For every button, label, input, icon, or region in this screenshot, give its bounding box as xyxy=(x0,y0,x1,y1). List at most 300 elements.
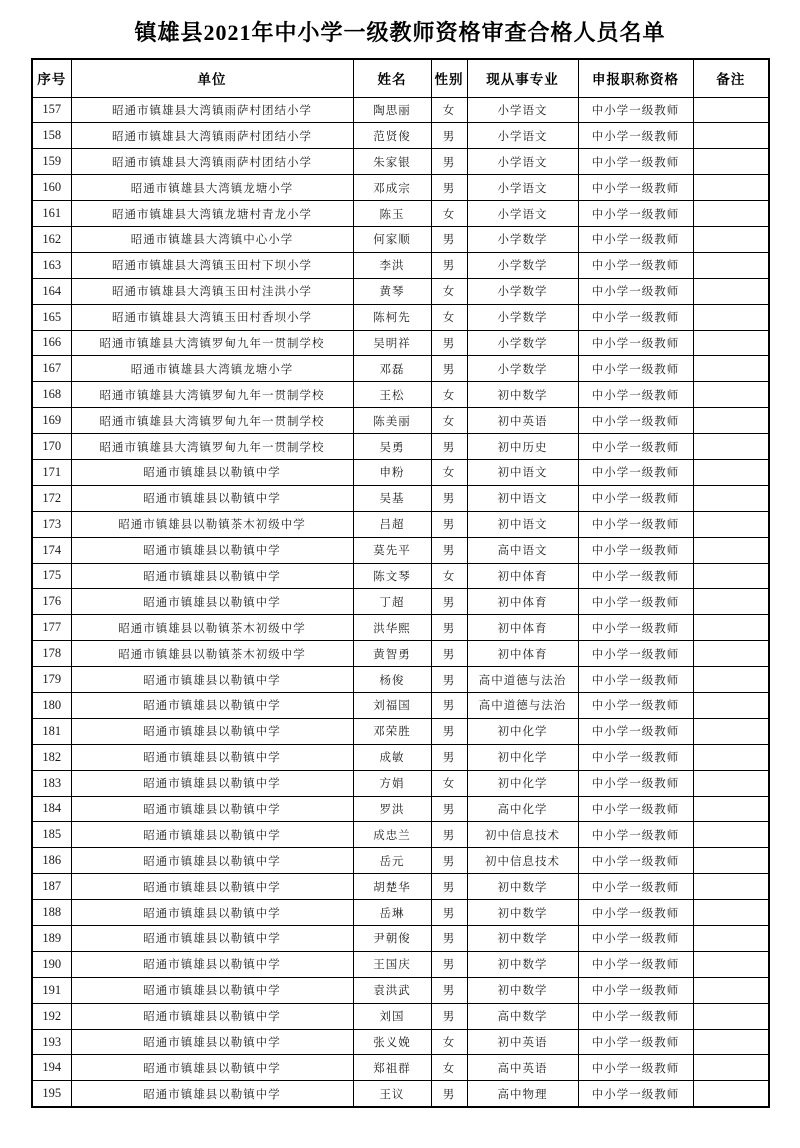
remark-cell xyxy=(693,874,769,900)
table-row xyxy=(32,822,769,848)
table-row xyxy=(32,226,769,252)
gender-cell: 男 xyxy=(431,1003,467,1029)
qualification-cell: 中小学一级教师 xyxy=(578,744,693,770)
unit-cell: 昭通市镇雄县以勒镇中学 xyxy=(71,718,353,744)
specialty-cell: 初中体育 xyxy=(467,615,578,641)
unit-cell: 昭通市镇雄县大湾镇雨萨村团结小学 xyxy=(71,149,353,175)
name-cell: 陈文琴 xyxy=(353,563,431,589)
table-row xyxy=(32,330,769,356)
serial-cell: 159 xyxy=(32,149,71,175)
gender-cell: 男 xyxy=(431,977,467,1003)
unit-cell: 昭通市镇雄县以勒镇中学 xyxy=(71,848,353,874)
unit-cell: 昭通市镇雄县以勒镇中学 xyxy=(71,537,353,563)
table-row xyxy=(32,175,769,201)
table-row xyxy=(32,356,769,382)
remark-cell xyxy=(693,641,769,667)
table-row xyxy=(32,537,769,563)
qualification-cell: 中小学一级教师 xyxy=(578,563,693,589)
name-cell: 成敏 xyxy=(353,744,431,770)
remark-cell xyxy=(693,951,769,977)
remark-cell xyxy=(693,485,769,511)
remark-cell xyxy=(693,926,769,952)
gender-cell: 男 xyxy=(431,796,467,822)
name-cell: 黄琴 xyxy=(353,278,431,304)
serial-cell: 189 xyxy=(32,926,71,952)
serial-cell: 184 xyxy=(32,796,71,822)
specialty-cell: 高中物理 xyxy=(467,1081,578,1107)
serial-cell: 185 xyxy=(32,822,71,848)
remark-cell xyxy=(693,149,769,175)
table-row xyxy=(32,511,769,537)
table-row xyxy=(32,252,769,278)
remark-cell xyxy=(693,511,769,537)
name-cell: 吴基 xyxy=(353,485,431,511)
remark-cell xyxy=(693,1055,769,1081)
gender-cell: 男 xyxy=(431,641,467,667)
gender-cell: 男 xyxy=(431,434,467,460)
remark-cell xyxy=(693,175,769,201)
qualification-cell: 中小学一级教师 xyxy=(578,1029,693,1055)
name-cell: 成忠兰 xyxy=(353,822,431,848)
unit-cell: 昭通市镇雄县以勒镇中学 xyxy=(71,744,353,770)
gender-cell: 男 xyxy=(431,848,467,874)
name-cell: 陶思丽 xyxy=(353,97,431,123)
specialty-cell: 高中语文 xyxy=(467,537,578,563)
specialty-cell: 初中数学 xyxy=(467,874,578,900)
unit-cell: 昭通市镇雄县以勒镇中学 xyxy=(71,485,353,511)
serial-cell: 172 xyxy=(32,485,71,511)
name-cell: 刘福国 xyxy=(353,692,431,718)
remark-cell xyxy=(693,563,769,589)
remark-cell xyxy=(693,615,769,641)
name-cell: 岳琳 xyxy=(353,900,431,926)
gender-cell: 女 xyxy=(431,382,467,408)
qualification-cell: 中小学一级教师 xyxy=(578,926,693,952)
qualification-cell: 中小学一级教师 xyxy=(578,356,693,382)
serial-cell: 160 xyxy=(32,175,71,201)
specialty-cell: 高中英语 xyxy=(467,1055,578,1081)
header-unit: 单位 xyxy=(71,59,353,97)
unit-cell: 昭通市镇雄县大湾镇罗甸九年一贯制学校 xyxy=(71,408,353,434)
gender-cell: 男 xyxy=(431,951,467,977)
unit-cell: 昭通市镇雄县以勒镇茶木初级中学 xyxy=(71,615,353,641)
serial-cell: 183 xyxy=(32,770,71,796)
specialty-cell: 高中化学 xyxy=(467,796,578,822)
unit-cell: 昭通市镇雄县以勒镇中学 xyxy=(71,900,353,926)
specialty-cell: 高中数学 xyxy=(467,1003,578,1029)
gender-cell: 男 xyxy=(431,615,467,641)
name-cell: 莫先平 xyxy=(353,537,431,563)
specialty-cell: 初中数学 xyxy=(467,900,578,926)
unit-cell: 昭通市镇雄县以勒镇中学 xyxy=(71,563,353,589)
unit-cell: 昭通市镇雄县大湾镇玉田村香坝小学 xyxy=(71,304,353,330)
table-row xyxy=(32,123,769,149)
table-row xyxy=(32,408,769,434)
serial-cell: 166 xyxy=(32,330,71,356)
name-cell: 郑祖群 xyxy=(353,1055,431,1081)
gender-cell: 女 xyxy=(431,770,467,796)
table-row xyxy=(32,848,769,874)
unit-cell: 昭通市镇雄县以勒镇中学 xyxy=(71,459,353,485)
unit-cell: 昭通市镇雄县大湾镇罗甸九年一贯制学校 xyxy=(71,330,353,356)
serial-cell: 190 xyxy=(32,951,71,977)
roster-table xyxy=(31,58,770,1108)
serial-cell: 165 xyxy=(32,304,71,330)
unit-cell: 昭通市镇雄县大湾镇中心小学 xyxy=(71,226,353,252)
specialty-cell: 初中信息技术 xyxy=(467,822,578,848)
gender-cell: 男 xyxy=(431,822,467,848)
unit-cell: 昭通市镇雄县大湾镇雨萨村团结小学 xyxy=(71,123,353,149)
table-row xyxy=(32,459,769,485)
qualification-cell: 中小学一级教师 xyxy=(578,1081,693,1107)
serial-cell: 177 xyxy=(32,615,71,641)
table-row xyxy=(32,900,769,926)
unit-cell: 昭通市镇雄县大湾镇龙塘村青龙小学 xyxy=(71,201,353,227)
gender-cell: 男 xyxy=(431,511,467,537)
unit-cell: 昭通市镇雄县以勒镇中学 xyxy=(71,796,353,822)
serial-cell: 164 xyxy=(32,278,71,304)
serial-cell: 174 xyxy=(32,537,71,563)
name-cell: 李洪 xyxy=(353,252,431,278)
gender-cell: 男 xyxy=(431,589,467,615)
qualification-cell: 中小学一级教师 xyxy=(578,977,693,1003)
table-row xyxy=(32,1055,769,1081)
serial-cell: 171 xyxy=(32,459,71,485)
serial-cell: 179 xyxy=(32,667,71,693)
specialty-cell: 初中体育 xyxy=(467,589,578,615)
table-row xyxy=(32,97,769,123)
qualification-cell: 中小学一级教师 xyxy=(578,226,693,252)
unit-cell: 昭通市镇雄县以勒镇中学 xyxy=(71,951,353,977)
name-cell: 何家顺 xyxy=(353,226,431,252)
specialty-cell: 小学语文 xyxy=(467,123,578,149)
serial-cell: 192 xyxy=(32,1003,71,1029)
name-cell: 陈美丽 xyxy=(353,408,431,434)
table-row xyxy=(32,926,769,952)
serial-cell: 170 xyxy=(32,434,71,460)
gender-cell: 男 xyxy=(431,123,467,149)
remark-cell xyxy=(693,692,769,718)
remark-cell xyxy=(693,718,769,744)
name-cell: 刘国 xyxy=(353,1003,431,1029)
qualification-cell: 中小学一级教师 xyxy=(578,485,693,511)
name-cell: 陈玉 xyxy=(353,201,431,227)
remark-cell xyxy=(693,356,769,382)
specialty-cell: 初中英语 xyxy=(467,1029,578,1055)
unit-cell: 昭通市镇雄县以勒镇中学 xyxy=(71,1003,353,1029)
name-cell: 张义娩 xyxy=(353,1029,431,1055)
unit-cell: 昭通市镇雄县大湾镇雨萨村团结小学 xyxy=(71,97,353,123)
specialty-cell: 高中道德与法治 xyxy=(467,692,578,718)
qualification-cell: 中小学一级教师 xyxy=(578,796,693,822)
gender-cell: 女 xyxy=(431,201,467,227)
remark-cell xyxy=(693,1003,769,1029)
name-cell: 邓荣胜 xyxy=(353,718,431,744)
qualification-cell: 中小学一级教师 xyxy=(578,97,693,123)
remark-cell xyxy=(693,900,769,926)
name-cell: 范贤俊 xyxy=(353,123,431,149)
name-cell: 邓成宗 xyxy=(353,175,431,201)
header-row xyxy=(32,59,769,97)
gender-cell: 女 xyxy=(431,408,467,434)
gender-cell: 女 xyxy=(431,459,467,485)
serial-cell: 178 xyxy=(32,641,71,667)
serial-cell: 157 xyxy=(32,97,71,123)
gender-cell: 男 xyxy=(431,874,467,900)
table-row xyxy=(32,770,769,796)
qualification-cell: 中小学一级教师 xyxy=(578,459,693,485)
remark-cell xyxy=(693,252,769,278)
qualification-cell: 中小学一级教师 xyxy=(578,1055,693,1081)
serial-cell: 195 xyxy=(32,1081,71,1107)
gender-cell: 男 xyxy=(431,667,467,693)
qualification-cell: 中小学一级教师 xyxy=(578,770,693,796)
unit-cell: 昭通市镇雄县以勒镇中学 xyxy=(71,770,353,796)
serial-cell: 175 xyxy=(32,563,71,589)
qualification-cell: 中小学一级教师 xyxy=(578,382,693,408)
specialty-cell: 初中数学 xyxy=(467,951,578,977)
specialty-cell: 初中数学 xyxy=(467,926,578,952)
unit-cell: 昭通市镇雄县大湾镇龙塘小学 xyxy=(71,175,353,201)
specialty-cell: 小学语文 xyxy=(467,175,578,201)
gender-cell: 男 xyxy=(431,537,467,563)
unit-cell: 昭通市镇雄县以勒镇茶木初级中学 xyxy=(71,641,353,667)
qualification-cell: 中小学一级教师 xyxy=(578,252,693,278)
qualification-cell: 中小学一级教师 xyxy=(578,330,693,356)
remark-cell xyxy=(693,1081,769,1107)
specialty-cell: 初中化学 xyxy=(467,770,578,796)
table-row xyxy=(32,278,769,304)
header-remark: 备注 xyxy=(693,59,769,97)
serial-cell: 158 xyxy=(32,123,71,149)
remark-cell xyxy=(693,822,769,848)
unit-cell: 昭通市镇雄县大湾镇罗甸九年一贯制学校 xyxy=(71,434,353,460)
serial-cell: 176 xyxy=(32,589,71,615)
qualification-cell: 中小学一级教师 xyxy=(578,667,693,693)
specialty-cell: 初中英语 xyxy=(467,408,578,434)
name-cell: 王松 xyxy=(353,382,431,408)
specialty-cell: 初中化学 xyxy=(467,718,578,744)
serial-cell: 163 xyxy=(32,252,71,278)
unit-cell: 昭通市镇雄县以勒镇中学 xyxy=(71,1081,353,1107)
page-title: 镇雄县2021年中小学一级教师资格审查合格人员名单 xyxy=(134,20,666,45)
qualification-cell: 中小学一级教师 xyxy=(578,434,693,460)
unit-cell: 昭通市镇雄县大湾镇玉田村下坝小学 xyxy=(71,252,353,278)
specialty-cell: 初中化学 xyxy=(467,744,578,770)
name-cell: 罗洪 xyxy=(353,796,431,822)
table-row xyxy=(32,589,769,615)
table-row xyxy=(32,149,769,175)
specialty-cell: 初中体育 xyxy=(467,563,578,589)
table-row xyxy=(32,615,769,641)
specialty-cell: 初中语文 xyxy=(467,459,578,485)
serial-cell: 162 xyxy=(32,226,71,252)
unit-cell: 昭通市镇雄县以勒镇中学 xyxy=(71,589,353,615)
unit-cell: 昭通市镇雄县以勒镇中学 xyxy=(71,977,353,1003)
remark-cell xyxy=(693,123,769,149)
gender-cell: 男 xyxy=(431,1081,467,1107)
serial-cell: 182 xyxy=(32,744,71,770)
unit-cell: 昭通市镇雄县以勒镇中学 xyxy=(71,1055,353,1081)
remark-cell xyxy=(693,537,769,563)
gender-cell: 男 xyxy=(431,226,467,252)
remark-cell xyxy=(693,1029,769,1055)
table-row xyxy=(32,1081,769,1107)
gender-cell: 女 xyxy=(431,1029,467,1055)
gender-cell: 女 xyxy=(431,1055,467,1081)
qualification-cell: 中小学一级教师 xyxy=(578,304,693,330)
name-cell: 申粉 xyxy=(353,459,431,485)
gender-cell: 男 xyxy=(431,926,467,952)
qualification-cell: 中小学一级教师 xyxy=(578,511,693,537)
gender-cell: 女 xyxy=(431,97,467,123)
gender-cell: 男 xyxy=(431,485,467,511)
table-body xyxy=(32,97,769,1107)
specialty-cell: 初中数学 xyxy=(467,382,578,408)
remark-cell xyxy=(693,278,769,304)
name-cell: 丁超 xyxy=(353,589,431,615)
header-serial: 序号 xyxy=(32,59,71,97)
name-cell: 黄智勇 xyxy=(353,641,431,667)
table-row xyxy=(32,485,769,511)
remark-cell xyxy=(693,667,769,693)
qualification-cell: 中小学一级教师 xyxy=(578,537,693,563)
unit-cell: 昭通市镇雄县大湾镇玉田村洼洪小学 xyxy=(71,278,353,304)
name-cell: 胡楚华 xyxy=(353,874,431,900)
specialty-cell: 小学语文 xyxy=(467,201,578,227)
qualification-cell: 中小学一级教师 xyxy=(578,1003,693,1029)
remark-cell xyxy=(693,226,769,252)
serial-cell: 167 xyxy=(32,356,71,382)
table-row xyxy=(32,434,769,460)
remark-cell xyxy=(693,589,769,615)
gender-cell: 女 xyxy=(431,304,467,330)
header-name: 姓名 xyxy=(353,59,431,97)
specialty-cell: 小学数学 xyxy=(467,356,578,382)
unit-cell: 昭通市镇雄县大湾镇龙塘小学 xyxy=(71,356,353,382)
serial-cell: 193 xyxy=(32,1029,71,1055)
table-row xyxy=(32,796,769,822)
table-row xyxy=(32,201,769,227)
gender-cell: 女 xyxy=(431,278,467,304)
name-cell: 杨俊 xyxy=(353,667,431,693)
table-row xyxy=(32,874,769,900)
table-row xyxy=(32,563,769,589)
remark-cell xyxy=(693,770,769,796)
serial-cell: 168 xyxy=(32,382,71,408)
qualification-cell: 中小学一级教师 xyxy=(578,718,693,744)
gender-cell: 男 xyxy=(431,692,467,718)
serial-cell: 169 xyxy=(32,408,71,434)
gender-cell: 男 xyxy=(431,175,467,201)
table-row xyxy=(32,951,769,977)
name-cell: 吕超 xyxy=(353,511,431,537)
serial-cell: 186 xyxy=(32,848,71,874)
specialty-cell: 小学语文 xyxy=(467,149,578,175)
specialty-cell: 小学数学 xyxy=(467,278,578,304)
qualification-cell: 中小学一级教师 xyxy=(578,589,693,615)
serial-cell: 161 xyxy=(32,201,71,227)
specialty-cell: 初中语文 xyxy=(467,485,578,511)
name-cell: 岳元 xyxy=(353,848,431,874)
serial-cell: 187 xyxy=(32,874,71,900)
name-cell: 吴明祥 xyxy=(353,330,431,356)
qualification-cell: 中小学一级教师 xyxy=(578,175,693,201)
gender-cell: 男 xyxy=(431,252,467,278)
name-cell: 尹朝俊 xyxy=(353,926,431,952)
name-cell: 陈柯先 xyxy=(353,304,431,330)
qualification-cell: 中小学一级教师 xyxy=(578,848,693,874)
header-qualification: 申报职称资格 xyxy=(578,59,693,97)
qualification-cell: 中小学一级教师 xyxy=(578,874,693,900)
header-gender: 性别 xyxy=(431,59,467,97)
table-header xyxy=(32,59,769,97)
qualification-cell: 中小学一级教师 xyxy=(578,615,693,641)
unit-cell: 昭通市镇雄县大湾镇罗甸九年一贯制学校 xyxy=(71,382,353,408)
table-row xyxy=(32,692,769,718)
unit-cell: 昭通市镇雄县以勒镇中学 xyxy=(71,822,353,848)
specialty-cell: 小学数学 xyxy=(467,252,578,278)
table-row xyxy=(32,1003,769,1029)
specialty-cell: 初中语文 xyxy=(467,511,578,537)
gender-cell: 女 xyxy=(431,563,467,589)
qualification-cell: 中小学一级教师 xyxy=(578,123,693,149)
name-cell: 邓磊 xyxy=(353,356,431,382)
table-row xyxy=(32,744,769,770)
qualification-cell: 中小学一级教师 xyxy=(578,692,693,718)
qualification-cell: 中小学一级教师 xyxy=(578,201,693,227)
gender-cell: 男 xyxy=(431,149,467,175)
remark-cell xyxy=(693,744,769,770)
specialty-cell: 初中体育 xyxy=(467,641,578,667)
gender-cell: 男 xyxy=(431,330,467,356)
remark-cell xyxy=(693,304,769,330)
unit-cell: 昭通市镇雄县以勒镇中学 xyxy=(71,1029,353,1055)
qualification-cell: 中小学一级教师 xyxy=(578,641,693,667)
specialty-cell: 高中道德与法治 xyxy=(467,667,578,693)
remark-cell xyxy=(693,201,769,227)
table-row xyxy=(32,641,769,667)
name-cell: 吴勇 xyxy=(353,434,431,460)
gender-cell: 男 xyxy=(431,356,467,382)
unit-cell: 昭通市镇雄县以勒镇茶木初级中学 xyxy=(71,511,353,537)
remark-cell xyxy=(693,459,769,485)
specialty-cell: 初中信息技术 xyxy=(467,848,578,874)
remark-cell xyxy=(693,330,769,356)
unit-cell: 昭通市镇雄县以勒镇中学 xyxy=(71,667,353,693)
table-row xyxy=(32,667,769,693)
qualification-cell: 中小学一级教师 xyxy=(578,951,693,977)
specialty-cell: 小学数学 xyxy=(467,330,578,356)
remark-cell xyxy=(693,382,769,408)
qualification-cell: 中小学一级教师 xyxy=(578,822,693,848)
specialty-cell: 小学数学 xyxy=(467,226,578,252)
gender-cell: 男 xyxy=(431,718,467,744)
qualification-cell: 中小学一级教师 xyxy=(578,149,693,175)
name-cell: 方娟 xyxy=(353,770,431,796)
qualification-cell: 中小学一级教师 xyxy=(578,408,693,434)
remark-cell xyxy=(693,434,769,460)
remark-cell xyxy=(693,848,769,874)
name-cell: 朱家银 xyxy=(353,149,431,175)
name-cell: 袁洪武 xyxy=(353,977,431,1003)
remark-cell xyxy=(693,977,769,1003)
remark-cell xyxy=(693,796,769,822)
name-cell: 王国庆 xyxy=(353,951,431,977)
table-row xyxy=(32,718,769,744)
serial-cell: 173 xyxy=(32,511,71,537)
header-specialty: 现从事专业 xyxy=(467,59,578,97)
